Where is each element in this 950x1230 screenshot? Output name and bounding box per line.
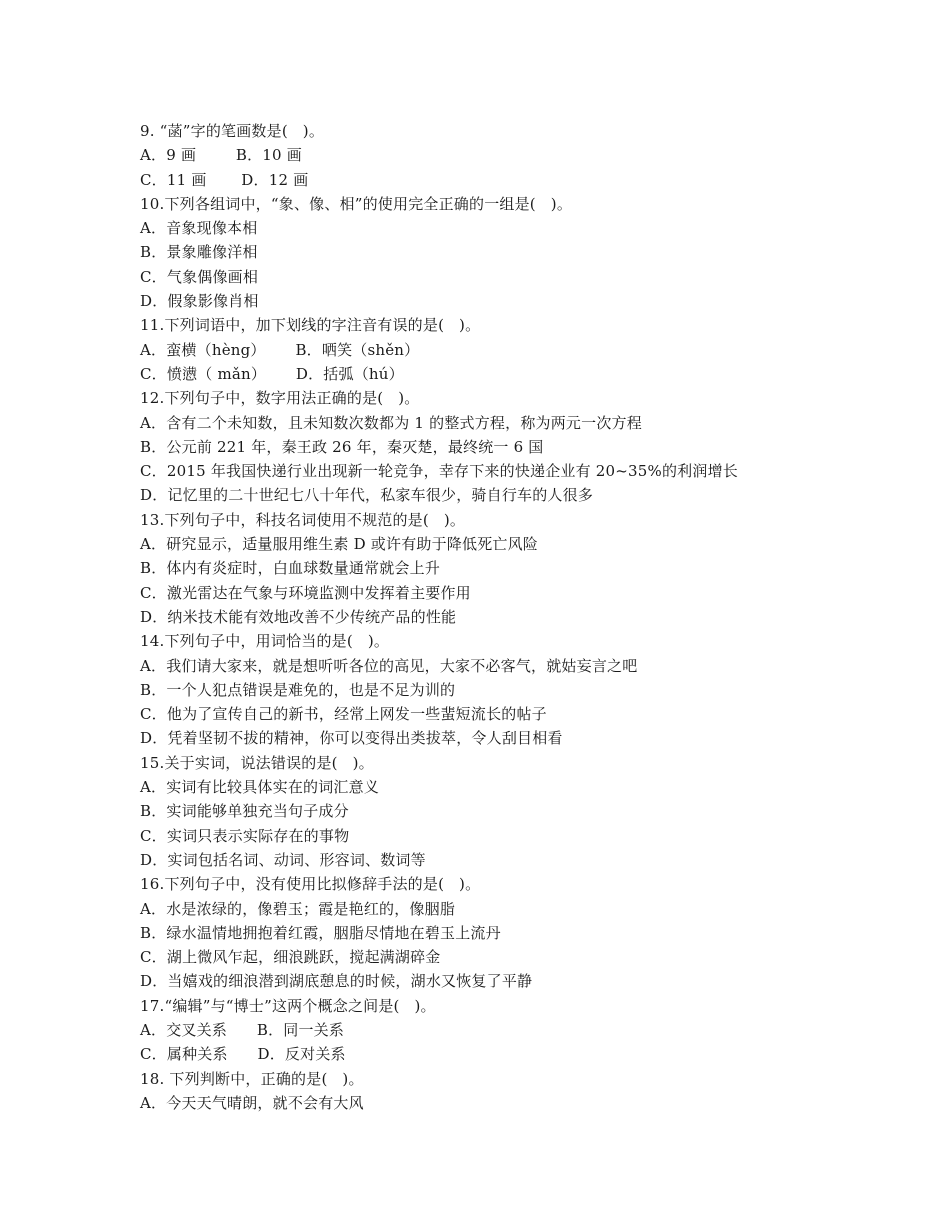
question-16-option-d: D．当嬉戏的细浪潜到湖底憩息的时候，湖水又恢复了平静 [140,972,533,991]
question-11-stem [140,313,920,337]
question-number: 17. [140,996,165,1015]
question-15-option-a: A．实词有比较具体实在的词汇意义 [140,778,380,797]
question-number: 13. [140,510,165,529]
question-text: “菡”字的笔画数是( )。 [154,122,325,140]
question-15-option-c: C．实词只表示实际存在的事物 [140,826,350,845]
question-17-options-row-2: C．属种关系 D．反对关系 [140,1045,346,1064]
question-17-stem [140,994,920,1018]
question-15-option-b: B．实词能够单独充当句子成分 [140,802,349,821]
question-18-option-a: A．今天天气晴朗，就不会有大风 [140,1093,364,1112]
question-text: 下列各组词中，“象、像、相”的使用完全正确的一组是( )。 [164,194,573,213]
question-16-option-a: A．水是浓绿的，像碧玉；霞是艳红的，像胭脂 [140,899,456,918]
question-14-stem [140,629,920,653]
question-14-option-a: A．我们请大家来，就是想听听各位的高见，大家不必客气，就姑妄言之吧 [140,656,638,675]
question-16-option-b: B．绿水温情地拥抱着红霞，胭脂尽情地在碧玉上流丹 [140,923,501,942]
question-11-options-row-1: A．蛮横（hèng） B．哂笑（shěn） [140,340,420,359]
question-14-option-b: B．一个人犯点错误是难免的，也是不足为训的 [140,680,456,699]
question-12-option-c: C．2015 年我国快递行业出现新一轮竞争，幸存下来的快递企业有 20~35%的利润增长 [140,462,738,481]
question-number: 16. [140,875,165,894]
question-text: 下列句子中，数字用法正确的是( )。 [164,389,420,408]
question-9-options-row-2: C．11 画 D．12 画 [140,170,309,189]
question-13-stem [140,508,920,532]
question-text: “编辑”与“博士”这两个概念之间是( )。 [164,996,436,1015]
question-13-option-b: B．体内有炎症时，白血球数量通常就会上升 [140,559,441,578]
question-text: 关于实词，说法错误的是( )。 [164,753,374,772]
question-11-options-row-2: C．愤懑（ mǎn） D．括弧（hú） [140,364,404,383]
question-15-stem [140,751,920,775]
question-text: 下列句子中，用词恰当的是( )。 [164,632,390,651]
question-18-stem [140,1067,920,1091]
question-number: 9. [140,122,155,140]
question-number: 14. [140,632,165,651]
question-16-option-c: C．湖上微风乍起，细浪跳跃，搅起满湖碎金 [140,948,441,967]
question-10-option-c: C．气象偶像画相 [140,267,259,286]
question-text: 下列句子中，科技名词使用不规范的是( )。 [164,510,466,529]
question-text: 下列判断中，正确的是( )。 [164,1069,364,1088]
question-number: 10. [140,194,165,213]
question-12-option-d: D．记忆里的二十世纪七八十年代，私家车很少，骑自行车的人很多 [140,486,594,505]
question-number: 15. [140,753,165,772]
question-12-option-b: B．公元前 221 年，秦王政 26 年，秦灭楚，最终统一 6 国 [140,437,544,456]
question-13-option-d: D．纳米技术能有效地改善不少传统产品的性能 [140,607,457,626]
question-10-stem [140,192,920,216]
question-16-stem [140,872,920,896]
question-13-option-a: A．研究显示，适量服用维生素 D 或许有助于降低死亡风险 [140,535,538,554]
question-number: 11. [140,316,165,335]
question-10-option-d: D．假象影像肖相 [140,292,259,311]
question-14-option-d: D．凭着坚韧不拔的精神，你可以变得出类拔萃，令人刮目相看 [140,729,563,748]
document-page [140,119,920,1115]
question-13-option-c: C．激光雷达在气象与环境监测中发挥着主要作用 [140,583,471,602]
question-17-options-row-1: A．交叉关系 B．同一关系 [140,1020,345,1039]
question-15-option-d: D．实词包括名词、动词、形容词、数词等 [140,850,426,869]
question-9-options-row-1: A．9 画 B．10 画 [140,146,302,165]
question-number: 12. [140,389,165,408]
question-text: 下列词语中，加下划线的字注音有误的是( )。 [164,316,481,335]
question-number: 18. [140,1069,165,1088]
question-14-option-c: C．他为了宣传自己的新书，经常上网发一些蜚短流长的帖子 [140,705,547,724]
question-12-option-a: A．含有二个未知数，且未知数次数都为 1 的整式方程，称为两元一次方程 [140,413,642,432]
question-10-option-b: B．景象雕像洋相 [140,243,258,262]
question-10-option-a: A．音象现像本相 [140,219,258,238]
question-9-stem [140,119,920,143]
question-12-stem [140,386,920,410]
question-text: 下列句子中，没有使用比拟修辞手法的是( )。 [164,875,481,894]
